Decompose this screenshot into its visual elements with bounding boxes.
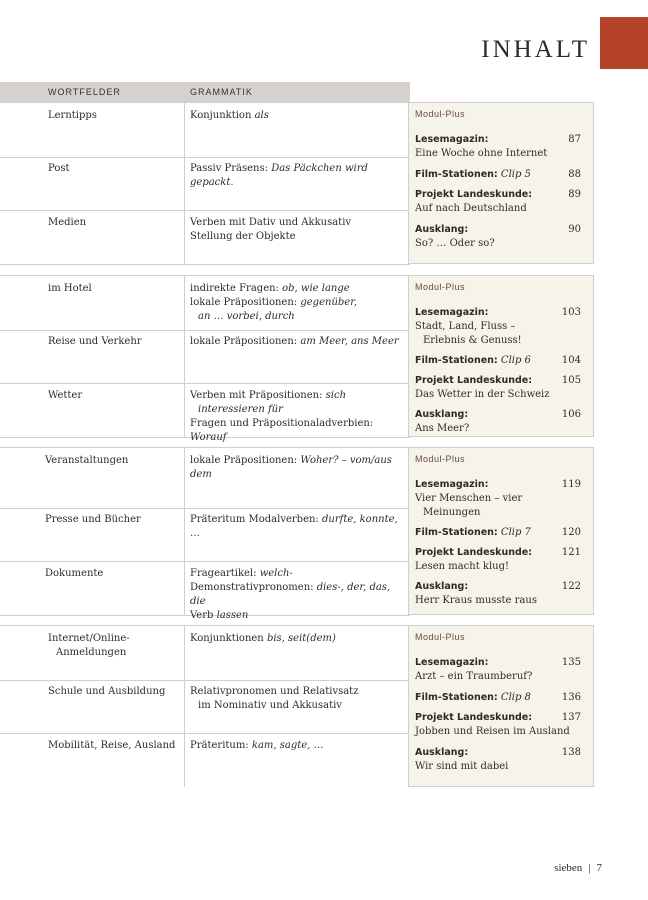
modul-plus-item: Ausklang: So? … Oder so? 90 bbox=[415, 224, 581, 249]
grammatik: lokale Präpositionen: am Meer, ans Meer bbox=[190, 336, 399, 347]
grammatik: indirekte Fragen: ob, wie lange lokale Präpositionen: gegenüber, an … vorbei, durch bbox=[190, 283, 358, 322]
grammatik: Relativpronomen und Relativsatz im Nominativ und Akkusativ bbox=[190, 686, 359, 711]
modul-plus-box bbox=[408, 275, 594, 437]
page-word: sieben bbox=[554, 862, 583, 874]
grammatik: Konjunktionen bis, seit(dem) bbox=[190, 633, 336, 644]
modul-plus-item: Projekt Landeskunde: Jobben und Reisen im Ausland 137 bbox=[415, 712, 581, 737]
modul-plus-item: Ausklang: Ans Meer? 106 bbox=[415, 409, 581, 434]
wortfeld: Reise und Verkehr bbox=[48, 336, 142, 347]
table-row bbox=[0, 507, 410, 562]
grammatik: Präteritum: kam, sagte, … bbox=[190, 740, 324, 751]
grammatik: Passiv Präsens: Das Päckchen wird gepackt. bbox=[190, 163, 368, 188]
table-row bbox=[0, 733, 410, 787]
page-footer bbox=[554, 862, 602, 874]
modul-plus-item: Ausklang: Wir sind mit dabei 138 bbox=[415, 747, 581, 772]
footer-separator: | bbox=[588, 862, 591, 874]
wortfeld: Wetter bbox=[48, 390, 83, 401]
table-row bbox=[0, 447, 410, 509]
table-row bbox=[0, 156, 410, 211]
grammatik: Verben mit Dativ und Akkusativ Stellung der Objekte bbox=[190, 217, 352, 242]
grammatik: Konjunktion als bbox=[190, 110, 269, 121]
page-title: INHALT bbox=[481, 36, 590, 63]
wortfeld: Mobilität, Reise, Ausland bbox=[48, 740, 176, 751]
header-wortfelder: WORTFELDER bbox=[48, 87, 121, 97]
wortfeld: Dokumente bbox=[45, 568, 104, 579]
modul-plus-item: Film-Stationen: Clip 6 104 bbox=[415, 355, 581, 366]
wortfeld: Medien bbox=[48, 217, 87, 228]
wortfeld: Internet/Online- Anmeldungen bbox=[48, 633, 130, 658]
header-grammatik: GRAMMATIK bbox=[190, 87, 253, 97]
modul-plus-item: Lesemagazin: Vier Menschen – vier Meinungen 119 bbox=[415, 479, 581, 518]
grammatik: lokale Präpositionen: Woher? – vom/aus dem bbox=[190, 455, 392, 480]
table-row bbox=[0, 679, 410, 734]
title-accent-box bbox=[600, 17, 648, 69]
table-row bbox=[0, 210, 410, 265]
modul-plus-item: Film-Stationen: Clip 8 136 bbox=[415, 692, 581, 703]
modul-plus-item: Ausklang: Herr Kraus musste raus 122 bbox=[415, 581, 581, 606]
wortfeld: Lerntipps bbox=[48, 110, 97, 121]
modul-plus-item: Projekt Landeskunde: Das Wetter in der Schweiz 105 bbox=[415, 375, 581, 400]
wortfeld: Veranstaltungen bbox=[45, 455, 129, 466]
page-number: 7 bbox=[596, 862, 602, 874]
modul-plus-box bbox=[408, 447, 594, 615]
wortfeld: Post bbox=[48, 163, 70, 174]
modul-plus-item: Film-Stationen: Clip 7 120 bbox=[415, 527, 581, 538]
modul-plus-heading: Modul-Plus bbox=[415, 632, 466, 642]
modul-plus-heading: Modul-Plus bbox=[415, 109, 466, 119]
modul-plus-heading: Modul-Plus bbox=[415, 454, 466, 464]
wortfeld: im Hotel bbox=[48, 283, 92, 294]
modul-plus-item: Lesemagazin: Arzt – ein Traumberuf? 135 bbox=[415, 657, 581, 682]
table-row bbox=[0, 329, 410, 384]
modul-plus-box bbox=[408, 625, 594, 787]
grammatik: Präteritum Modalverben: durfte, konnte, … bbox=[190, 514, 398, 539]
grammatik: Frageartikel: welch- Demonstrativpronomen: dies-, der, das, die Verb lassen bbox=[190, 568, 391, 621]
modul-plus-item: Projekt Landeskunde: Auf nach Deutschland 89 bbox=[415, 189, 581, 214]
table-row bbox=[0, 275, 410, 331]
modul-plus-box bbox=[408, 102, 594, 264]
table-row bbox=[0, 102, 410, 158]
table-row bbox=[0, 625, 410, 681]
wortfeld: Schule und Ausbildung bbox=[48, 686, 166, 697]
table-row bbox=[0, 383, 410, 443]
modul-plus-item: Film-Stationen: Clip 5 88 bbox=[415, 169, 581, 180]
modul-plus-item: Lesemagazin: Eine Woche ohne Internet 87 bbox=[415, 134, 581, 159]
modul-plus-heading: Modul-Plus bbox=[415, 282, 466, 292]
grammatik: Verben mit Präpositionen: sich interessieren für Fragen und Präpositionaladverbien: Worauf bbox=[190, 390, 374, 443]
modul-plus-item: Lesemagazin: Stadt, Land, Fluss – Erlebnis & Genuss! 103 bbox=[415, 307, 581, 346]
table-row bbox=[0, 561, 410, 621]
modul-plus-item: Projekt Landeskunde: Lesen macht klug! 121 bbox=[415, 547, 581, 572]
wortfeld: Presse und Bücher bbox=[45, 514, 141, 525]
